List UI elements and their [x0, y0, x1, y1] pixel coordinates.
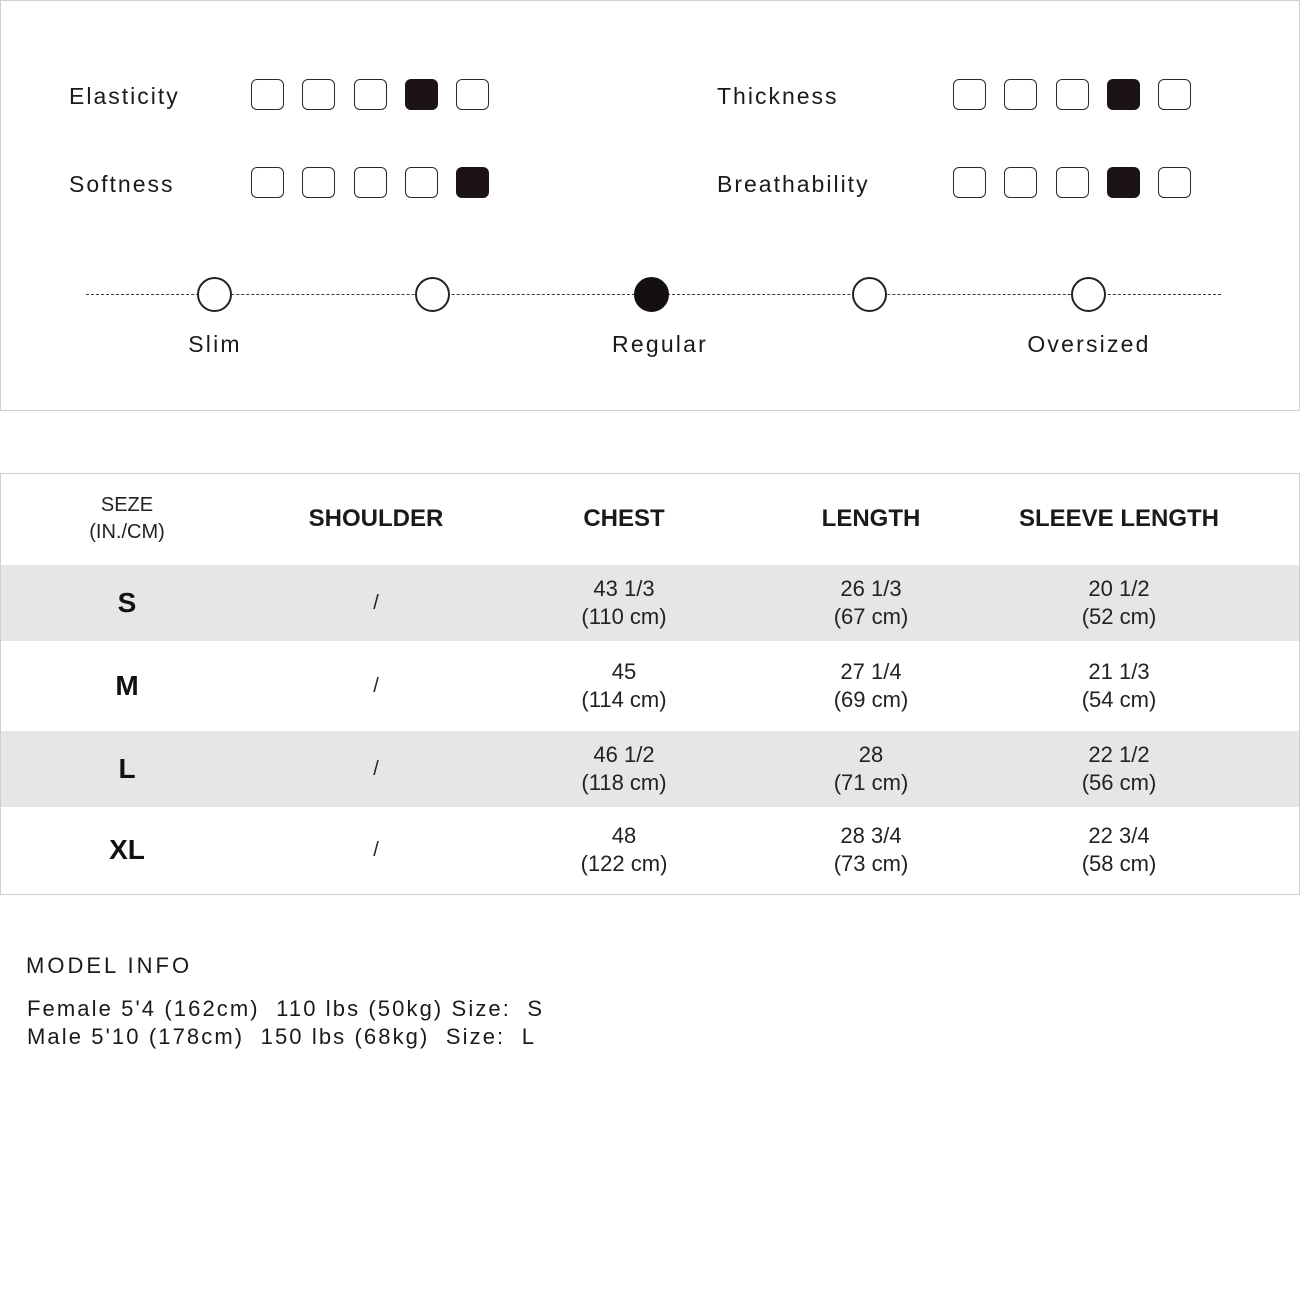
table-row [1, 565, 1299, 641]
cell-sleeve [1082, 731, 1157, 807]
cell-shoulder: / [373, 839, 379, 861]
cell-length-in: 28 [858, 742, 884, 767]
rating-box-empty [953, 79, 986, 110]
cell-length-cm: (71 cm) [833, 770, 909, 795]
rating-box-filled [1107, 79, 1140, 110]
cell-chest [581, 807, 668, 893]
cell-chest-in: 43 1/3 [593, 576, 655, 601]
cell-sleeve [1082, 807, 1157, 893]
cell-chest-cm: (118 cm) [581, 770, 667, 795]
cell-sleeve-cm: (54 cm) [1081, 687, 1157, 712]
header-length: LENGTH [821, 505, 921, 532]
cell-sleeve-in: 22 1/2 [1088, 742, 1150, 767]
cell-size: S [117, 587, 137, 618]
cell-shoulder: / [373, 675, 379, 697]
cell-shoulder: / [373, 758, 379, 780]
cell-chest-in: 46 1/2 [593, 742, 655, 767]
header-shoulder: SHOULDER [308, 505, 444, 532]
header-size [89, 474, 165, 564]
cell-length [834, 641, 909, 731]
fit-dot-3 [634, 277, 669, 312]
rating-box-empty [1056, 167, 1089, 198]
model-info-title: MODEL INFO [26, 953, 193, 978]
rating-box-empty [953, 167, 986, 198]
table-header [1, 474, 1299, 564]
attribute-label: Softness [69, 171, 175, 197]
cell-size: M [115, 670, 139, 701]
cell-sleeve [1082, 641, 1157, 731]
cell-sleeve-in: 22 3/4 [1088, 823, 1150, 848]
cell-chest-in: 48 [611, 823, 637, 848]
cell-sleeve-cm: (52 cm) [1081, 604, 1157, 629]
rating-box-empty [1004, 167, 1037, 198]
cell-chest [581, 565, 666, 641]
cell-length-cm: (67 cm) [833, 604, 909, 629]
cell-sleeve-cm: (58 cm) [1081, 851, 1157, 876]
cell-sleeve [1082, 565, 1157, 641]
cell-sleeve-in: 20 1/2 [1088, 576, 1150, 601]
cell-sleeve-cm: (56 cm) [1081, 770, 1157, 795]
fit-dot-4 [852, 277, 887, 312]
table-row [1, 641, 1299, 731]
header-size-line1: SEZE [100, 494, 154, 516]
cell-chest-cm: (122 cm) [580, 851, 668, 876]
fit-label-slim: Slim [188, 331, 242, 357]
header-sleeve-length: SLEEVE LENGTH [1018, 505, 1220, 532]
rating-boxes [953, 79, 1209, 110]
cell-length-in: 27 1/4 [840, 659, 902, 684]
cell-chest-in: 45 [611, 659, 637, 684]
cell-size: XL [109, 834, 145, 865]
size-chart-table [0, 473, 1300, 895]
cell-chest [581, 731, 666, 807]
rating-box-empty [1056, 79, 1089, 110]
fabric-attributes-panel [0, 0, 1300, 411]
cell-sleeve-in: 21 1/3 [1088, 659, 1150, 684]
rating-box-empty [1158, 167, 1191, 198]
cell-shoulder: / [373, 592, 379, 614]
cell-length-cm: (69 cm) [833, 687, 909, 712]
rating-box-empty [1004, 79, 1037, 110]
cell-length [834, 731, 909, 807]
cell-length-cm: (73 cm) [833, 851, 909, 876]
fit-dot-2 [415, 277, 450, 312]
attribute-label: Breathability [717, 171, 870, 197]
fit-scale [86, 277, 1221, 313]
header-size-line2: (IN./CM) [89, 521, 165, 543]
fit-label-regular: Regular [612, 331, 708, 357]
rating-box-filled [1107, 167, 1140, 198]
cell-chest-cm: (110 cm) [581, 604, 667, 629]
rating-box-empty [1158, 79, 1191, 110]
cell-length-in: 26 1/3 [840, 576, 902, 601]
attribute-thickness [1, 79, 1300, 115]
cell-size: L [118, 753, 136, 784]
table-row [1, 731, 1299, 807]
attribute-label: Elasticity [69, 83, 180, 109]
cell-chest-cm: (114 cm) [581, 687, 667, 712]
cell-length-in: 28 3/4 [840, 823, 902, 848]
rating-boxes [953, 167, 1209, 198]
table-row [1, 807, 1299, 893]
cell-chest [581, 641, 666, 731]
attribute-breathability [1, 167, 1300, 203]
header-chest: CHEST [583, 505, 665, 532]
cell-length [834, 807, 909, 893]
fit-dot-1 [197, 277, 232, 312]
model-info-female: Female 5'4 (162cm) 110 lbs (50kg) Size: S [27, 996, 545, 1021]
fit-label-oversized: Oversized [1027, 331, 1151, 357]
fit-dot-5 [1071, 277, 1106, 312]
attribute-label: Thickness [717, 83, 839, 109]
model-info-male: Male 5'10 (178cm) 150 lbs (68kg) Size: L [27, 1024, 537, 1049]
cell-length [834, 565, 909, 641]
